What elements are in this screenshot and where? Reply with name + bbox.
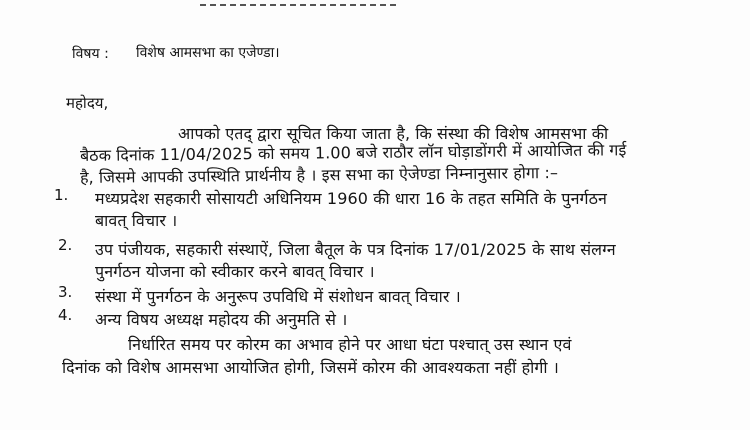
agenda-item-text: मध्यप्रदेश सहकारी सोसायटी अधिनियम 1960 की धारा 16 के तहत समिति के पुनर्गठन [95,189,608,208]
body-line: बैठक दिनांक 11/04/2025 को समय 1.00 बजे राठौर लॉन घोड़ाडोंगरी में आयोजित की गई [79,140,627,165]
closing-line: दिनांक को विशेष आमसभा आयोजित होगी, जिसमें कोरम की आवश्यकता नहीं होगी । [62,358,559,377]
salutation: महोदय, [66,94,109,112]
subject-label: विषय : [72,46,109,62]
agenda-item-text: संस्था में पुनर्गठन के अनुरूप उपविधि में संशोधन बावत् विचार । [95,287,461,306]
body-line: है, जिसमे आपकी उपस्थिति प्रार्थनीय है । इस सभा का ऐजेण्डा निम्नानुसार होगा :– [79,162,559,187]
agenda-item-text: उप पंजीयक, सहकारी संस्थाऐं, जिला बैतूल के पत्र दिनांक 17/01/2025 के साथ संलग्न [95,240,616,259]
agenda-number: 1. [54,186,69,204]
body-line: आपको एतद् द्वारा सूचित किया जाता है, कि संस्था की विशेष आमसभा की [178,124,609,143]
agenda-item-text: अन्य विषय अध्यक्ष महोदय की अनुमति से । [95,310,348,329]
closing-line: निर्धारित समय पर कोरम का अभाव होने पर आधा घंटा पश्चात् उस स्थान एवं [128,335,572,354]
agenda-number: 4. [58,306,73,324]
subject-text: विशेष आमसभा का एजेण्डा। [136,45,280,61]
agenda-item-text: पुनर्गठन योजना को स्वीकार करने बावत् विचार । [95,262,375,281]
agenda-number: 2. [58,236,73,254]
top-divider-line [200,0,396,6]
agenda-number: 3. [58,283,73,301]
agenda-item-text: बावत् विचार । [95,211,178,230]
